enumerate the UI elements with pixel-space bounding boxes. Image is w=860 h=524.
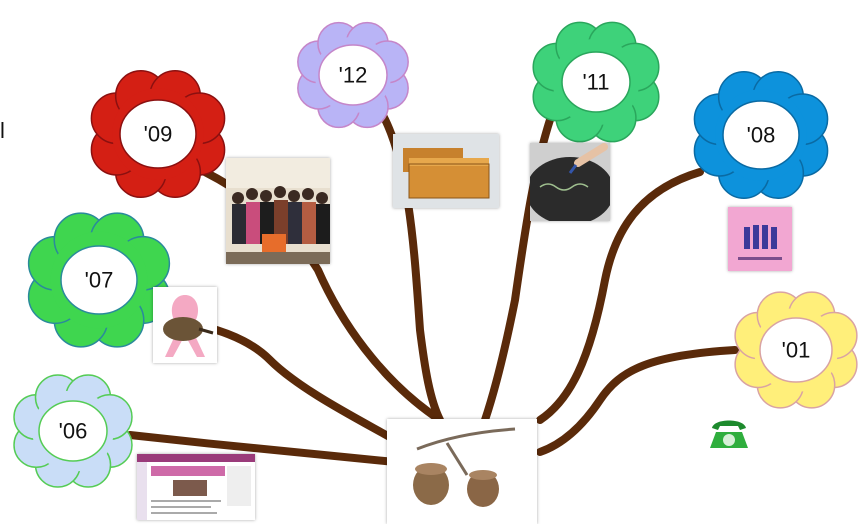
year-label: '12: [338, 62, 368, 88]
pink-poster-thumbnail: [728, 207, 792, 271]
group-photo-thumbnail: [226, 158, 330, 264]
year-label: '09: [143, 121, 173, 147]
flower-12: [298, 23, 408, 128]
year-label: '07: [84, 267, 114, 293]
flower-01: [735, 292, 857, 408]
year-label: '11: [582, 69, 610, 95]
gumnuts-center-thumbnail: [387, 419, 537, 524]
flower-06: [14, 375, 132, 487]
pink-ribbon-echidna-thumbnail: [153, 287, 217, 363]
handwriting-slate-thumbnail: [530, 143, 610, 221]
wooden-box-thumbnail: [393, 134, 499, 208]
year-label: '08: [746, 122, 776, 148]
edge-text-fragment: l: [0, 118, 5, 143]
website-screenshot-thumbnail: [137, 454, 255, 520]
flower-08: [694, 72, 827, 199]
year-label: '01: [781, 337, 811, 363]
flower-07: [29, 213, 170, 347]
flower-09: [91, 71, 224, 198]
year-label: '06: [58, 418, 88, 444]
green-telephone-thumbnail: [704, 408, 754, 454]
